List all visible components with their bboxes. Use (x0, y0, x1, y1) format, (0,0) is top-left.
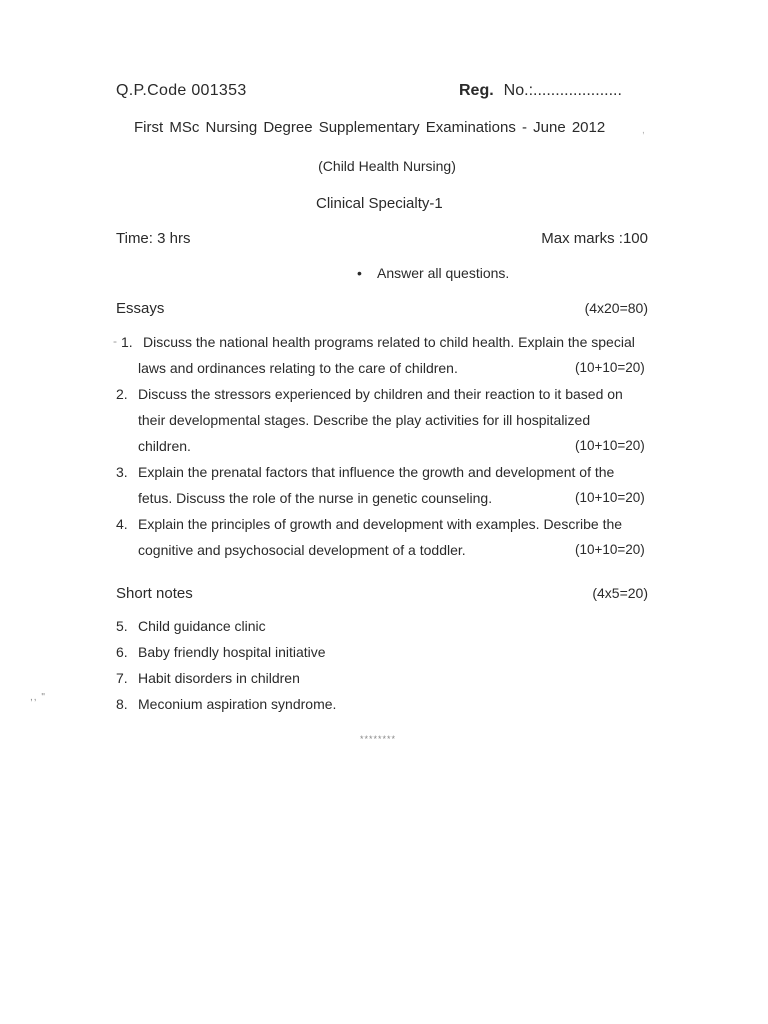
question-number: 5. (116, 618, 128, 634)
question-line: Discuss the stressors experienced by children and their reaction to it based on (138, 386, 623, 402)
question-2-line-2: their developmental stages. Describe the play activities for ill hospitalized (138, 412, 591, 428)
question-1-line-2: laws and ordinances relating to the care of children. (138, 360, 458, 376)
question-line: Explain the principles of growth and development with examples. Describe the (138, 516, 623, 532)
short-note-7 (116, 670, 300, 686)
bullet-icon: • (357, 265, 362, 281)
end-stars: ******** (360, 734, 397, 744)
essays-title: Essays (116, 300, 165, 317)
essays-marks: (4x20=80) (584, 300, 648, 316)
question-2-marks: (10+10=20) (575, 438, 645, 453)
question-4-line-2: cognitive and psychosocial development of a toddler. (138, 542, 466, 558)
short-note-6 (116, 644, 326, 660)
question-line: Explain the prenatal factors that influence the growth and development of the (138, 464, 615, 480)
reg-no: No.:.................... (503, 82, 622, 99)
reg-label: Reg. (459, 82, 494, 99)
short-note-5 (116, 618, 266, 634)
instruction-text: Answer all questions. (377, 265, 510, 281)
qp-code: Q.P.Code 001353 (116, 82, 247, 99)
subject-title (0, 158, 768, 174)
subject-text: (Child Health Nursing) (318, 158, 456, 174)
question-4 (116, 516, 622, 532)
short-note-text: Habit disorders in children (138, 670, 300, 686)
exam-time: Time: 3 hrs (116, 230, 191, 247)
reg-number (459, 82, 622, 100)
short-note-text: Baby friendly hospital initiative (138, 644, 326, 660)
question-number: 6. (116, 644, 128, 660)
question-number: 3. (116, 464, 128, 480)
question-2 (116, 386, 623, 402)
question-1 (121, 334, 635, 350)
question-3-line-2: fetus. Discuss the role of the nurse in genetic counseling. (138, 490, 493, 506)
short-notes-marks: (4x5=20) (592, 585, 648, 601)
stray-tick: , (642, 125, 645, 136)
question-1-marks: (10+10=20) (575, 360, 645, 375)
question-number: 1. (121, 334, 133, 350)
max-marks: Max marks :100 (541, 230, 648, 247)
instruction (357, 265, 509, 281)
short-note-text: Meconium aspiration syndrome. (138, 696, 337, 712)
exam-title: First MSc Nursing Degree Supplementary Examinations - June 2012 (134, 119, 606, 136)
short-note-text: Child guidance clinic (138, 618, 266, 634)
stray-marks: ,, " (30, 692, 46, 703)
question-line: Discuss the national health programs related to child health. Explain the special (143, 334, 635, 350)
question-number: 7. (116, 670, 128, 686)
short-notes-title: Short notes (116, 585, 193, 602)
question-3 (116, 464, 614, 480)
question-2-line-3: children. (138, 438, 191, 454)
question-number: 2. (116, 386, 128, 402)
question-3-marks: (10+10=20) (575, 490, 645, 505)
short-note-8 (116, 696, 336, 712)
stray-dash: - (113, 334, 117, 348)
paper-title: Clinical Specialty-1 (316, 195, 443, 212)
question-4-marks: (10+10=20) (575, 542, 645, 557)
question-number: 4. (116, 516, 128, 532)
question-number: 8. (116, 696, 128, 712)
